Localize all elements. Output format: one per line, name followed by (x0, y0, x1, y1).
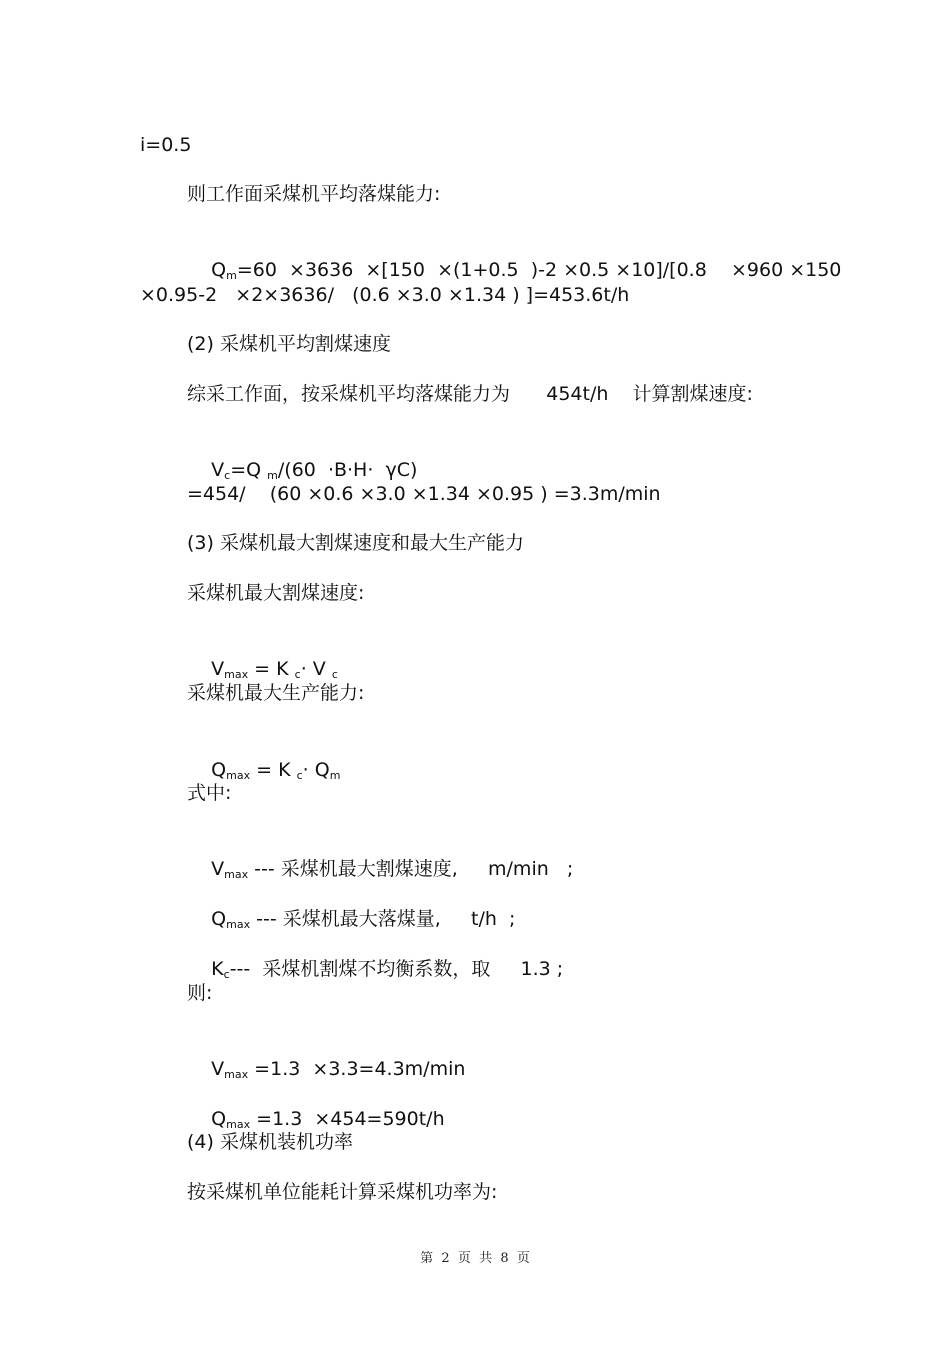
formula-part: Q (211, 259, 227, 281)
formula-part: /(60 ·B·H· γC) (277, 459, 418, 481)
definition-line (187, 930, 563, 1011)
subscript: max (224, 1068, 249, 1081)
formula-part: V (211, 858, 225, 880)
formula-part: V (211, 658, 225, 680)
subscript: m (329, 769, 341, 782)
formula-part: K (211, 958, 224, 980)
subscript: max (226, 918, 251, 931)
formula-line: =454/ (60 ×0.6 ×3.0 ×1.34 ×0.95 ) =3.3m/min (187, 483, 661, 505)
subscript: m (226, 269, 237, 282)
subscript: m (267, 469, 278, 482)
subscript: c (294, 668, 301, 681)
formula-part: · V (300, 658, 332, 680)
formula-part: =1.3 ×454=590t/h (250, 1108, 445, 1130)
subscript: max (224, 668, 249, 681)
formula-part: V (211, 1058, 225, 1080)
formula-part: Q (211, 908, 227, 930)
text-line: 式中: (187, 782, 232, 804)
text-line: 则工作面采煤机平均落煤能力: (187, 183, 441, 205)
formula-part: = K (250, 759, 297, 781)
subscript: c (296, 769, 303, 782)
formula-part: =60 ×3636 ×[150 ×(1+0.5 )-2 ×0.5 ×10]/[0.8 ×960 ×150 (236, 259, 842, 281)
formula-part: =1.3 ×3.3=4.3m/min (248, 1058, 466, 1080)
section-heading: (4) 采煤机装机功率 (187, 1131, 353, 1153)
formula-part: --- 采煤机最大割煤速度, m/min ; (248, 858, 574, 880)
formula-part: --- 采煤机最大落煤量, t/h ; (250, 908, 516, 930)
formula-part: · Q (302, 759, 330, 781)
text-line: i=0.5 (140, 134, 192, 156)
text-line: 综采工作面，按采煤机平均落煤能力为 454t/h 计算割煤速度: (187, 383, 753, 405)
subscript: max (224, 868, 249, 881)
formula-part: Q (211, 759, 227, 781)
text-line: 采煤机最大割煤速度: (187, 582, 365, 604)
formula-line: ×0.95-2 ×2×3636/ (0.6 ×3.0 ×1.34 ) ]=453.6t/h (140, 284, 630, 306)
text-line: 按采煤机单位能耗计算采煤机功率为: (187, 1181, 498, 1203)
section-heading: (2) 采煤机平均割煤速度 (187, 333, 391, 355)
subscript: max (226, 769, 251, 782)
formula-part: =Q (230, 459, 268, 481)
subscript: max (226, 1118, 251, 1131)
formula-part: Q (211, 1108, 227, 1130)
formula-part: = K (248, 658, 295, 680)
text-line: 采煤机最大生产能力: (187, 682, 365, 704)
subscript: c (223, 968, 230, 981)
section-heading: (3) 采煤机最大割煤速度和最大生产能力 (187, 532, 524, 554)
formula-part: V (211, 459, 225, 481)
subscript: c (224, 469, 231, 482)
page-footer: 第 2 页 共 8 页 (420, 1251, 530, 1266)
formula-part: --- 采煤机割煤不均衡系数，取 1.3 ; (229, 958, 564, 980)
text-line: 则: (187, 982, 213, 1004)
subscript: c (331, 668, 338, 681)
